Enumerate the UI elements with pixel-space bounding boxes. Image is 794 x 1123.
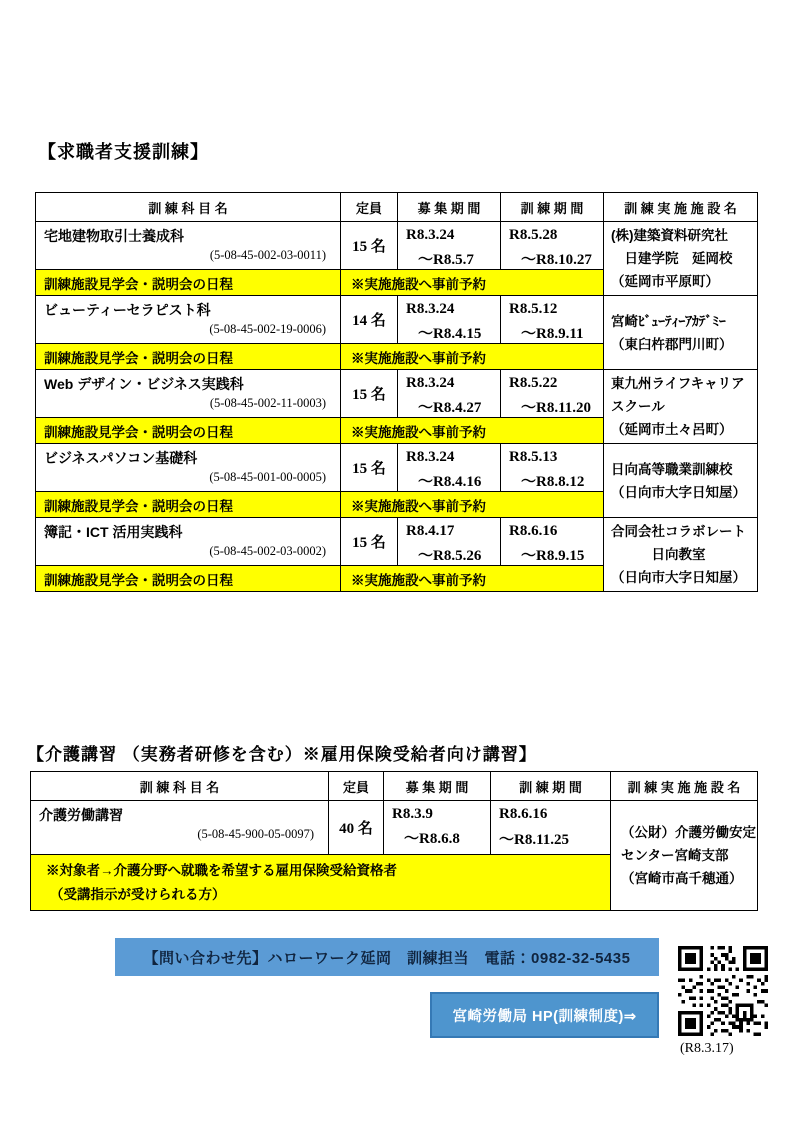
section-title-care-course: 【介護講習 （実務者研修を含む）※雇用保険受給者向け講習】 xyxy=(27,745,537,764)
recruit-to: ～R8.4.15 xyxy=(418,326,482,342)
eligibility-note-line2: （受講指示が受けられる方） xyxy=(50,886,226,902)
recruit-period-cell xyxy=(398,370,501,418)
training-to: ～R8.10.27 xyxy=(521,252,592,268)
qr-code xyxy=(678,946,768,1036)
eligibility-note-cell xyxy=(31,855,611,911)
course-code: (5-08-45-001-00-0005) xyxy=(209,470,326,484)
tour-schedule-label: 訓練施設見学会・説明会の日程 xyxy=(36,270,341,296)
course-name: ビューティーセラピスト科 xyxy=(44,302,211,318)
table-row xyxy=(36,222,758,270)
facility-cell xyxy=(604,296,758,370)
contact-banner: 【問い合わせ先】ハローワーク延岡 訓練担当 電話：0982-32-5435 xyxy=(115,938,659,976)
revision-date: (R8.3.17) xyxy=(680,1041,734,1056)
course-name: Web デザイン・ビジネス実践科 xyxy=(44,376,244,392)
facility-cell xyxy=(604,222,758,296)
tour-schedule-note: ※実施施設へ事前予約 xyxy=(341,344,604,370)
training-from: R8.5.22 xyxy=(509,375,558,391)
course-code: (5-08-45-900-05-0097) xyxy=(197,827,314,841)
recruit-period-cell xyxy=(398,518,501,566)
header-course-name: 訓 練 科 目 名 xyxy=(36,193,341,222)
course-name: ビジネスパソコン基礎科 xyxy=(44,450,198,466)
table-header-row xyxy=(36,193,758,222)
facility-cell xyxy=(611,801,758,911)
course-code: (5-08-45-002-03-0002) xyxy=(209,544,326,558)
course-code: (5-08-45-002-03-0011) xyxy=(209,248,326,262)
table-row xyxy=(36,444,758,492)
capacity-value: 15 名 xyxy=(341,518,398,566)
facility-line: スクール xyxy=(611,399,665,414)
training-to: ～R8.11.25 xyxy=(499,832,570,848)
facility-line: センター宮崎支部 xyxy=(621,848,729,863)
training-period-cell xyxy=(501,370,604,418)
tour-schedule-label: 訓練施設見学会・説明会の日程 xyxy=(36,566,341,592)
recruit-to: ～R8.4.16 xyxy=(418,474,482,490)
course-code: (5-08-45-002-11-0003) xyxy=(209,396,326,410)
header-recruit-period: 募 集 期 間 xyxy=(398,193,501,222)
header-course-name: 訓 練 科 目 名 xyxy=(31,772,329,801)
training-from: R8.6.16 xyxy=(509,523,558,539)
training-period-cell xyxy=(501,296,604,344)
facility-line: （宮崎市高千穂通） xyxy=(621,871,743,886)
recruit-period-cell xyxy=(398,444,501,492)
facility-line: （公財）介護労働安定 xyxy=(621,825,756,840)
training-to: ～R8.11.20 xyxy=(521,400,592,416)
recruit-to: ～R8.5.7 xyxy=(418,252,474,268)
facility-line: （延岡市土々呂町） xyxy=(611,422,733,437)
tour-schedule-note: ※実施施設へ事前予約 xyxy=(341,566,604,592)
facility-line: 日建学院 延岡校 xyxy=(611,251,733,266)
tour-schedule-note: ※実施施設へ事前予約 xyxy=(341,418,604,444)
section-title-jobseeker-training: 【求職者支援訓練】 xyxy=(38,142,209,162)
facility-cell xyxy=(604,444,758,518)
facility-line: （日向市大字日知屋） xyxy=(611,570,746,585)
recruit-from: R8.3.24 xyxy=(406,227,455,243)
facility-line: (株)建築資料研究社 xyxy=(611,228,728,243)
eligibility-note-line1: ※対象者→介護分野へ就職を希望する雇用保険受給資格者 xyxy=(46,862,397,878)
training-from: R8.6.16 xyxy=(499,806,548,822)
facility-line: 日向教室 xyxy=(611,547,706,562)
recruit-from: R8.3.9 xyxy=(392,806,433,822)
facility-line: 合同会社コラボレート xyxy=(611,524,746,539)
course-cell xyxy=(36,518,341,566)
training-period-cell xyxy=(501,444,604,492)
training-from: R8.5.28 xyxy=(509,227,558,243)
training-to: ～R8.9.11 xyxy=(521,326,584,342)
facility-line: （延岡市平原町） xyxy=(611,274,719,289)
table-header-row xyxy=(31,772,758,801)
facility-line: 宮崎ﾋﾞｭｰﾃｨｰｱｶﾃﾞﾐｰ xyxy=(611,313,726,329)
facility-cell xyxy=(604,518,758,592)
recruit-to: ～R8.6.8 xyxy=(404,831,460,847)
header-facility: 訓 練 実 施 施 設 名 xyxy=(611,772,758,801)
recruit-from: R8.4.17 xyxy=(406,523,455,539)
training-to: ～R8.8.12 xyxy=(521,474,585,490)
training-from: R8.5.12 xyxy=(509,301,558,317)
training-period-cell xyxy=(491,801,611,855)
facility-line: （日向市大字日知屋） xyxy=(611,484,746,500)
capacity-value: 14 名 xyxy=(341,296,398,344)
table-row xyxy=(36,370,758,418)
table-row xyxy=(36,518,758,566)
facility-line: 東九州ライフキャリア xyxy=(611,376,745,391)
training-from: R8.5.13 xyxy=(509,449,558,465)
recruit-period-cell xyxy=(398,296,501,344)
capacity-value: 15 名 xyxy=(341,222,398,270)
course-code: (5-08-45-002-19-0006) xyxy=(209,322,326,336)
course-cell xyxy=(36,296,341,344)
training-period-cell xyxy=(501,222,604,270)
recruit-period-cell xyxy=(384,801,491,855)
course-cell xyxy=(36,222,341,270)
tour-schedule-label: 訓練施設見学会・説明会の日程 xyxy=(36,418,341,444)
course-cell xyxy=(31,801,329,855)
tour-schedule-label: 訓練施設見学会・説明会の日程 xyxy=(36,344,341,370)
header-recruit-period: 募 集 期 間 xyxy=(384,772,491,801)
table-row xyxy=(31,801,758,855)
recruit-to: ～R8.5.26 xyxy=(418,548,482,564)
facility-cell xyxy=(604,370,758,444)
training-to: ～R8.9.15 xyxy=(521,548,585,564)
header-capacity: 定員 xyxy=(329,772,384,801)
header-training-period: 訓 練 期 間 xyxy=(491,772,611,801)
table-row xyxy=(36,296,758,344)
training-period-cell xyxy=(501,518,604,566)
tour-schedule-label: 訓練施設見学会・説明会の日程 xyxy=(36,492,341,518)
recruit-from: R8.3.24 xyxy=(406,375,455,391)
facility-line: 日向高等職業訓練校 xyxy=(611,461,733,477)
recruit-period-cell xyxy=(398,222,501,270)
recruit-from: R8.3.24 xyxy=(406,301,455,317)
capacity-value: 15 名 xyxy=(341,444,398,492)
header-training-period: 訓 練 期 間 xyxy=(501,193,604,222)
course-cell xyxy=(36,370,341,418)
care-course-table xyxy=(30,771,758,911)
header-facility: 訓 練 実 施 施 設 名 xyxy=(604,193,758,222)
capacity-value: 15 名 xyxy=(341,370,398,418)
capacity-value: 40 名 xyxy=(329,801,384,855)
miyazaki-labor-bureau-hp-button[interactable]: 宮崎労働局 HP(訓練制度)⇒ xyxy=(430,992,659,1038)
recruit-from: R8.3.24 xyxy=(406,449,455,465)
tour-schedule-note: ※実施施設へ事前予約 xyxy=(341,492,604,518)
course-cell xyxy=(36,444,341,492)
course-name: 宅地建物取引士養成科 xyxy=(44,228,184,244)
course-name: 簿記・ICT 活用実践科 xyxy=(44,524,183,540)
jobseeker-training-table xyxy=(35,192,758,592)
course-name: 介護労働講習 xyxy=(39,807,123,823)
facility-line: （東臼杵郡門川町） xyxy=(611,336,733,352)
recruit-to: ～R8.4.27 xyxy=(418,400,482,416)
header-capacity: 定員 xyxy=(341,193,398,222)
tour-schedule-note: ※実施施設へ事前予約 xyxy=(341,270,604,296)
